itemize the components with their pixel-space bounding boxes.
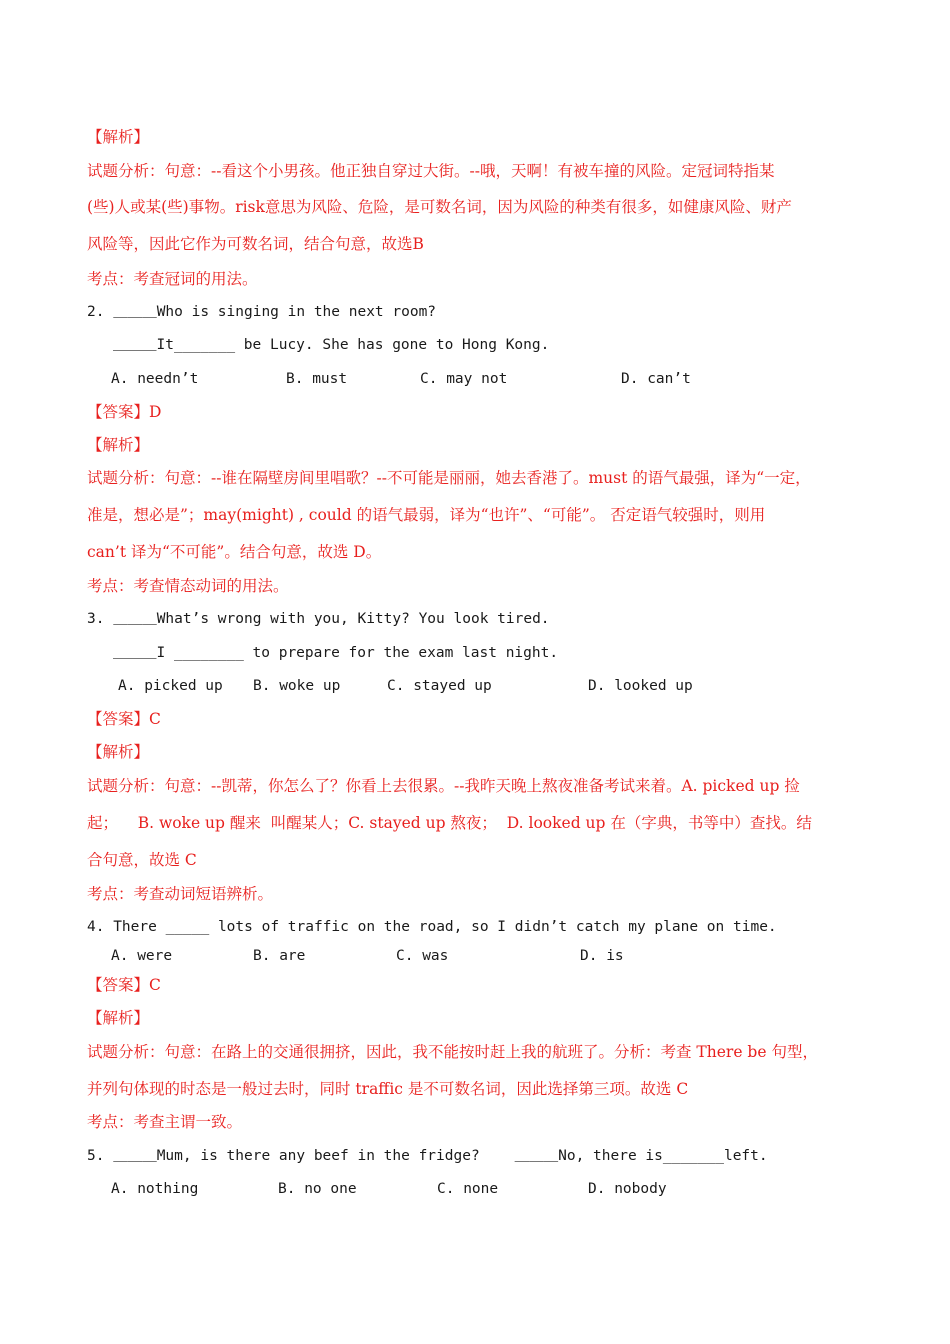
option-c: C. stayed up [387,678,492,694]
knowledge-point: 考点：考查冠词的用法。 [87,270,258,288]
option-a: A. needn’t [111,371,199,387]
option-a: A. were [111,948,173,964]
option-a: A. nothing [111,1181,199,1197]
analysis-heading: 【解析】 [87,743,150,761]
option-c: C. none [437,1181,499,1197]
answer-label: 【答案】C [87,710,161,728]
option-b: B. must [286,371,348,387]
analysis-line: 试题分析：句意：在路上的交通很拥挤，因此，我不能按时赶上我的航班了。分析：考查 There be 句型， [87,1043,818,1061]
option-b: B. no one [278,1181,357,1197]
question-3-line-2: ＿＿＿I ________ to prepare for the exam last night. [113,645,559,661]
analysis-line: 准是，想必是”；may(might) , could 的语气最弱，译为“也许”、“可能”。 否定语气较强时，则用 [87,506,766,524]
option-b: B. are [253,948,306,964]
analysis-line: can’t 译为“不可能”。结合句意，故选 D。 [87,543,382,561]
analysis-heading: 【解析】 [87,1009,150,1027]
analysis-line: 试题分析：句意：--看这个小男孩。他正独自穿过大街。--哦，天啊！有被车撞的风险。定冠词特指某 [87,162,775,180]
option-a: A. picked up [118,678,223,694]
analysis-line: (些)人或某(些)事物。risk意思为风险、危险，是可数名词，因为风险的种类有很多，如健康风险、财产 [87,198,792,216]
option-d: D. looked up [588,678,693,694]
option-d: D. is [580,948,624,964]
analysis-line: 合句意，故选 C [87,851,197,869]
analysis-line: 试题分析：句意：--谁在隔壁房间里唱歌？--不可能是丽丽，她去香港了。must 的语气最强，译为“一定， [87,469,811,487]
answer-label: 【答案】D [87,403,162,421]
analysis-line: 起； B. woke up 醒来 叫醒某人；C. stayed up 熬夜； D. looked up 在（字典，书等中）查找。结 [87,814,812,832]
question-5-line-1: 5. ＿＿＿Mum, is there any beef in the fridge? ＿＿＿No, there is_______left. [87,1148,768,1164]
option-d: D. can’t [621,371,691,387]
knowledge-point: 考点：考查情态动词的用法。 [87,577,289,595]
analysis-line: 试题分析：句意：--凯蒂，你怎么了？你看上去很累。--我昨天晚上熬夜准备考试来着。A. picked up 捡 [87,777,800,795]
knowledge-point: 考点：考查主谓一致。 [87,1113,243,1131]
analysis-line: 风险等，因此它作为可数名词，结合句意，故选B [87,235,424,253]
question-2-line-2: ＿＿＿It_______ be Lucy. She has gone to Hong Kong. [113,337,550,353]
knowledge-point: 考点：考查动词短语辨析。 [87,885,274,903]
option-b: B. woke up [253,678,341,694]
question-3-line-1: 3. ＿＿＿What’s wrong with you, Kitty? You look tired. [87,611,550,627]
option-d: D. nobody [588,1181,667,1197]
question-2-line-1: 2. ＿＿＿Who is singing in the next room? [87,304,437,320]
option-c: C. may not [420,371,508,387]
option-c: C. was [396,948,449,964]
analysis-heading: 【解析】 [87,128,150,146]
analysis-line: 并列句体现的时态是一般过去时，同时 traffic 是不可数名词，因此选择第三项。故选 C [87,1080,689,1098]
analysis-heading: 【解析】 [87,436,150,454]
question-4-line-1: 4. There _____ lots of traffic on the road, so I didn’t catch my plane on time. [87,919,777,935]
answer-label: 【答案】C [87,976,161,994]
